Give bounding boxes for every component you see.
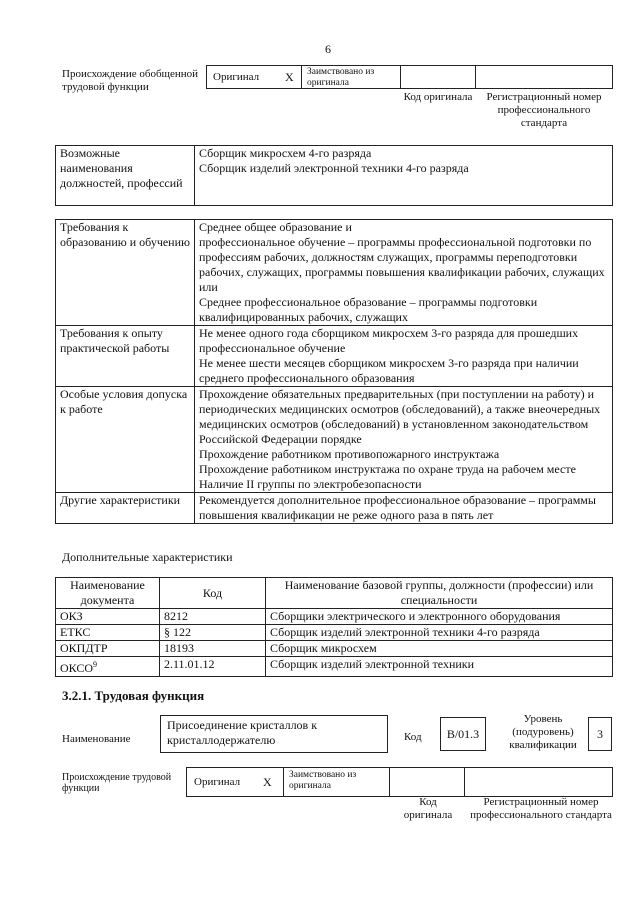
table-row bbox=[56, 625, 613, 641]
borrowed-label: Заимствовано из оригинала bbox=[307, 67, 375, 88]
code-original-caption: Код оригинала bbox=[403, 91, 473, 103]
table-row bbox=[56, 609, 613, 625]
okso-label: ОКСО bbox=[60, 661, 94, 675]
positions-label: Возможные наименования должностей, профессий bbox=[56, 146, 195, 206]
reg-number2-caption: Регистрационный номер профессионального стандарта bbox=[470, 796, 612, 821]
okso-footnote: 9 bbox=[93, 660, 98, 669]
function-code-value: B/01.3 bbox=[440, 717, 486, 751]
original2-label: Оригинал bbox=[194, 776, 241, 788]
positions-list bbox=[195, 146, 613, 206]
reg-number-cell bbox=[475, 65, 613, 89]
code-original2-caption: Код оригинала bbox=[403, 796, 453, 821]
extra-heading: Дополнительные характеристики bbox=[62, 550, 233, 564]
origin2-label: Происхождение трудовой функции bbox=[62, 772, 172, 794]
original-label: Оригинал bbox=[213, 71, 260, 83]
borrowed2-label: Заимствовано из оригинала bbox=[289, 770, 357, 791]
row-doc: ОКЗ bbox=[56, 609, 160, 625]
row-doc: ОКПДТР bbox=[56, 641, 160, 657]
function-name-value: Присоединение кристаллов к кристаллодержателю bbox=[160, 715, 388, 753]
req-experience-value: Не менее одного года сборщиком микросхем 3-го разряда для прошедших профессиональное обучение Не менее шести месяцев сборщиком микросхем 3-го разряда при наличии среднего профессионального образования bbox=[195, 326, 613, 387]
extra-header-doc: Наименование документа bbox=[56, 578, 160, 609]
extra-header-code: Код bbox=[160, 578, 266, 609]
function-level-value: 3 bbox=[588, 717, 612, 751]
extra-table bbox=[55, 577, 613, 677]
req-conditions-value: Прохождение обязательных предварительных (при поступлении на работу) и периодических медицинских осмотров (обследований), а также внеочередных медицинских осмотров (обследований) в установленном законодательством Российской Федерации порядке Прохождение работником противопожарного инструктажа Прохождение работником инструктажа по охране труда на рабочем месте Наличие II группы по электробезопасности bbox=[195, 387, 613, 493]
row-doc bbox=[56, 657, 160, 677]
borrowed-cell bbox=[301, 65, 401, 89]
function-code-label: Код bbox=[404, 731, 422, 743]
original-cell bbox=[206, 65, 302, 89]
position-item: Сборщик изделий электронной техники 4-го разряда bbox=[199, 161, 469, 175]
req-education-value: Среднее общее образование и профессиональное обучение – программы профессиональной подготовки по профессиям рабочих, должностям служащих, программы переподготовки рабочих, служащих, программы повышения квалификации рабочих, служащих или Среднее профессиональное образование – программы подготовки квалифицированных рабочих, служащих bbox=[195, 220, 613, 326]
code-original-cell bbox=[400, 65, 476, 89]
function-name-label: Наименование bbox=[62, 733, 131, 745]
table-row bbox=[56, 641, 613, 657]
table-row bbox=[56, 657, 613, 677]
reg-number-caption: Регистрационный номер профессионального стандарта bbox=[486, 91, 602, 129]
req-other-value: Рекомендуется дополнительное профессиональное образование – программы повышения квалификации не реже одного раза в пять лет bbox=[195, 493, 613, 524]
original2-mark: X bbox=[263, 775, 272, 789]
positions-table bbox=[55, 145, 613, 206]
function-level-label: Уровень (подуровень) квалификации bbox=[509, 713, 577, 751]
req-education-label: Требования к образованию и обучению bbox=[56, 220, 195, 326]
function-heading: 3.2.1. Трудовая функция bbox=[62, 688, 205, 703]
row-title: Сборщик микросхем bbox=[266, 641, 613, 657]
row-code: § 122 bbox=[160, 625, 266, 641]
original-mark: X bbox=[285, 70, 294, 84]
row-title: Сборщики электрического и электронного оборудования bbox=[266, 609, 613, 625]
position-item: Сборщик микросхем 4-го разряда bbox=[199, 146, 372, 160]
row-code: 8212 bbox=[160, 609, 266, 625]
code-original2-cell bbox=[389, 767, 465, 797]
borrowed2-cell bbox=[283, 767, 390, 797]
req-conditions-label: Особые условия допуска к работе bbox=[56, 387, 195, 493]
row-title: Сборщик изделий электронной техники bbox=[266, 657, 613, 677]
row-code: 2.11.01.12 bbox=[160, 657, 266, 677]
req-other-label: Другие характеристики bbox=[56, 493, 195, 524]
reg-number2-cell bbox=[464, 767, 613, 797]
row-code: 18193 bbox=[160, 641, 266, 657]
req-experience-label: Требования к опыту практической работы bbox=[56, 326, 195, 387]
row-doc: ЕТКС bbox=[56, 625, 160, 641]
extra-header-name: Наименование базовой группы, должности (профессии) или специальности bbox=[266, 578, 613, 609]
row-title: Сборщик изделий электронной техники 4-го разряда bbox=[266, 625, 613, 641]
requirements-table bbox=[55, 219, 613, 524]
original2-cell bbox=[186, 767, 284, 797]
page-number: 6 bbox=[325, 42, 331, 56]
origin-label: Происхождение обобщенной трудовой функции bbox=[62, 68, 199, 93]
